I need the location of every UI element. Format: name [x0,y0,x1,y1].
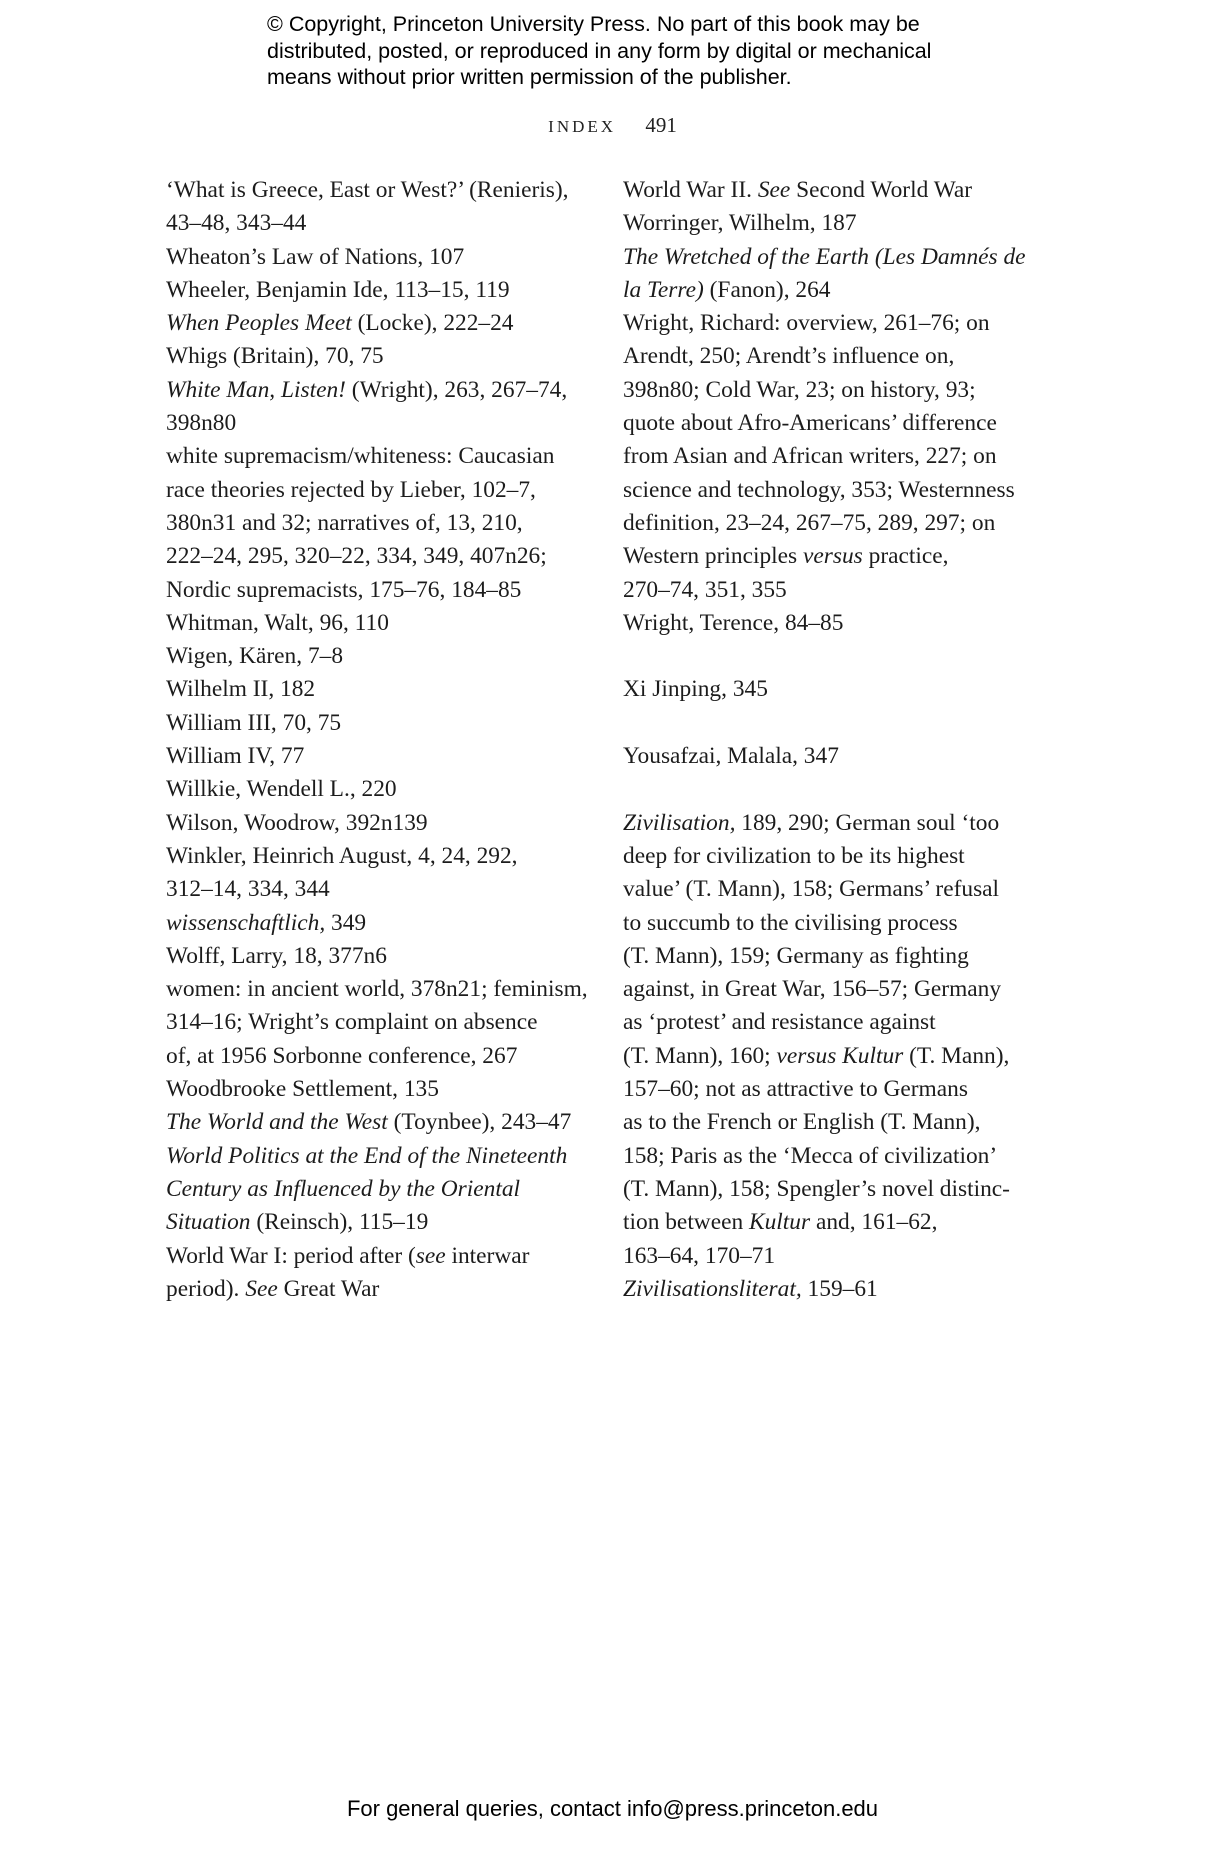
index-entry-line [623,1206,1043,1239]
index-entry [166,807,586,840]
entry-text: Wright, Terence, 84–85 [623,609,844,636]
entry-text: as to the French or English (T. Mann), [623,1109,981,1136]
index-entry-line [166,1206,586,1239]
index-entry-line [166,1273,586,1306]
entry-text: (Toynbee), 243–47 [387,1109,572,1136]
entry-text: William IV, 77 [166,743,305,770]
index-entry-line [623,607,1043,640]
index-entry-line [166,1173,586,1206]
entry-text: value’ (T. Mann), 158; Germans’ refusal [623,876,1000,903]
entry-text: Woodbrooke Settlement, 135 [166,1076,439,1103]
index-entry-line [623,940,1043,973]
index-entry-line [166,640,586,673]
index-entry-line [166,1073,586,1106]
index-entry-line [623,340,1043,373]
index-entry [166,707,586,740]
entry-text: (Locke), 222–24 [351,310,514,337]
entry-text: race theories rejected by Lieber, 102–7, [166,476,536,503]
entry-text: 398n80; Cold War, 23; on history, 93; [623,376,976,403]
entry-text: 158; Paris as the ‘Mecca of civilization’ [623,1142,998,1169]
index-entry-line [166,274,586,307]
entry-text: Winkler, Heinrich August, 4, 24, 292, [166,842,518,869]
italic-text: The Wretched of the Earth (Les Damnés de [623,243,1026,270]
entry-text: World War II. [623,177,758,203]
index-entry [623,307,1043,607]
entry-text: (T. Mann), 160; [623,1042,777,1069]
entry-text: from Asian and African writers, 227; on [623,443,997,470]
index-entry-line [623,407,1043,440]
index-entry-line [623,374,1043,407]
entry-text: 312–14, 334, 344 [166,876,330,903]
entry-text: science and technology, 353; Westernness [623,476,1015,503]
italic-text: See [245,1275,278,1302]
index-entry-line [166,1140,586,1173]
letter-group-gap [623,773,1043,806]
entry-text: 163–64, 170–71 [623,1242,776,1269]
italic-text: versus [803,543,863,570]
index-entry-line [623,1106,1043,1139]
index-entry [166,307,586,340]
italic-text: see [415,1242,446,1269]
index-entry-line [623,207,1043,240]
index-entry [166,274,586,307]
entry-text: 380n31 and 32; narratives of, 13, 210, [166,509,523,536]
index-entry-line [623,1140,1043,1173]
entry-text: Wilhelm II, 182 [166,676,316,703]
italic-text: versus Kultur [776,1042,904,1069]
letter-group-gap [623,640,1043,673]
italic-text: wissenschaftlich, [166,909,326,936]
index-entry [166,940,586,973]
italic-text: Zivilisationsliterat, [623,1275,802,1302]
index-entry-line [166,540,586,573]
entry-text: practice, [862,543,949,570]
italic-text: White Man, Listen! [166,376,346,403]
index-entry [166,740,586,773]
italic-text: Zivilisation, [623,809,736,836]
italic-text: World Politics at the End of the Nineteenth [166,1142,568,1169]
entry-text: (Reinsch), 115–19 [250,1209,429,1236]
copyright-line: means without prior written permission of the publisher. [267,65,792,89]
entry-text: 189, 290; German soul ‘too [735,809,1000,836]
index-entry-line [166,241,586,274]
entry-text: Wigen, Kären, 7–8 [166,643,344,670]
index-entry [623,740,1043,773]
entry-text: Wheeler, Benjamin Ide, 113–15, 119 [166,276,510,303]
index-entry [623,807,1043,1273]
index-entry [166,607,586,640]
entry-text: 270–74, 351, 355 [623,576,787,603]
index-entry-line [623,241,1043,274]
entry-text: (T. Mann), 159; Germany as fighting [623,942,969,969]
index-entry [166,241,586,274]
index-entry-line [166,873,586,906]
index-entry-line [166,907,586,940]
entry-text: 157–60; not as attractive to Germans [623,1076,968,1103]
index-entry-line [166,740,586,773]
copyright-line: distributed, posted, or reproduced in any form by digital or mechanical [267,38,932,63]
index-entry [166,1140,586,1240]
index-entry [166,340,586,373]
italic-text: la Terre) [623,276,704,303]
index-entry-line [623,673,1043,706]
index-entry [623,673,1043,706]
footer-contact: For general queries, contact info@press.princeton.edu [346,1796,879,1821]
italic-text: See [757,177,791,203]
page-number: 491 [645,113,677,137]
entry-text: deep for civilization to be its highest [623,842,965,869]
entry-text: Western principles [623,543,803,570]
entry-text: Wright, Richard: overview, 261–76; on [623,310,990,337]
entry-text: to succumb to the civilising process [623,909,958,936]
index-entry-line [166,474,586,507]
index-entry [166,1073,586,1106]
index-entry-line [166,607,586,640]
entry-text: Whitman, Walt, 96, 110 [166,609,389,636]
section-label: INDEX [548,117,617,136]
index-entry-line [623,1240,1043,1273]
index-entry-line [623,907,1043,940]
index-column-right [623,174,1043,1306]
entry-text: interwar [445,1242,530,1269]
index-entry [166,440,586,606]
index-entry-line [623,873,1043,906]
entry-text: (T. Mann), [903,1042,1010,1069]
entry-text: ‘What is Greece, East or West?’ (Renieris), [166,177,569,203]
index-entry-line [166,174,586,207]
running-head [0,113,1225,138]
index-entry-line [166,207,586,240]
entry-text: against, in Great War, 156–57; Germany [623,976,1002,1003]
entry-text: 349 [325,909,367,936]
entry-text: 314–16; Wright’s complaint on absence [166,1009,538,1036]
index-column-left [166,174,586,1306]
index-entry-line [166,374,586,407]
entry-text: (Wright), 263, 267–74, [345,376,568,403]
index-entry-line [623,1073,1043,1106]
index-entry [166,1240,586,1307]
entry-text: Wilson, Woodrow, 392n139 [166,809,428,836]
index-entry [166,973,586,1073]
italic-text: The World and the West [166,1109,388,1136]
entry-text: Whigs (Britain), 70, 75 [166,343,384,370]
index-entry [166,840,586,907]
index-entry-line [166,840,586,873]
entry-text: Wolff, Larry, 18, 377n6 [166,942,387,969]
index-entry-line [623,1040,1043,1073]
index-entry-line [166,1006,586,1039]
entry-text: women: in ancient world, 378n21; feminism, [166,976,588,1003]
index-entry-line [166,340,586,373]
index-entry-line [623,274,1043,307]
index-entry-line [166,1040,586,1073]
entry-text: World War I: period after ( [166,1242,416,1269]
entry-text: Willkie, Wendell L., 220 [166,776,397,803]
index-entry [623,1273,1043,1306]
entry-text: Great War [277,1275,380,1302]
index-entry-line [623,740,1043,773]
index-entry-line [623,540,1043,573]
entry-text: William III, 70, 75 [166,709,342,736]
index-entry [166,773,586,806]
index-entry-line [166,807,586,840]
index-entry [166,374,586,441]
entry-text: white supremacism/whiteness: Caucasian [166,443,555,470]
index-entry-line [623,1273,1043,1306]
index-entry [623,174,1043,207]
index-entry-line [623,973,1043,1006]
entry-text: Worringer, Wilhelm, 187 [623,210,857,237]
index-entry [166,1106,586,1139]
index-entry-line [166,940,586,973]
italic-text: Century as Influenced by the Oriental [166,1175,521,1202]
italic-text: Kultur [749,1209,811,1236]
entry-text: quote about Afro-Americans’ difference [623,410,997,437]
index-entry-line [623,440,1043,473]
entry-text: and, 161–62, [810,1209,938,1236]
entry-text: period). [166,1275,246,1302]
entry-text: Second World War [790,177,973,203]
index-entry-line [166,673,586,706]
index-entry-line [623,574,1043,607]
entry-text: Wheaton’s Law of Nations, 107 [166,243,465,270]
entry-text: (T. Mann), 158; Spengler’s novel distinc- [623,1175,1010,1202]
copyright-notice [267,11,1027,91]
entry-text: as ‘protest’ and resistance against [623,1009,936,1036]
index-entry [623,607,1043,640]
index-entry-line [623,507,1043,540]
entry-text: Yousafzai, Malala, 347 [623,743,839,770]
entry-text: tion between [623,1209,750,1236]
copyright-line: © Copyright, Princeton University Press. No part of this book may be [267,12,920,36]
index-entry-line [166,1240,586,1273]
entry-text: 398n80 [166,410,237,437]
index-entry-line [166,507,586,540]
index-entry-line [166,707,586,740]
entry-text: 43–48, 343–44 [166,210,307,237]
entry-text: (Fanon), 264 [703,276,831,303]
index-entry-line [623,1006,1043,1039]
italic-text: When Peoples Meet [166,310,352,337]
letter-group-gap [623,707,1043,740]
index-entry-line [623,807,1043,840]
index-entry-line [166,1106,586,1139]
index-entry-line [623,307,1043,340]
index-entry-line [166,407,586,440]
italic-text: Situation [166,1209,251,1236]
entry-text: Nordic supremacists, 175–76, 184–85 [166,576,522,603]
entry-text: Arendt, 250; Arendt’s influence on, [623,343,955,370]
index-entry [166,640,586,673]
entry-text: of, at 1956 Sorbonne conference, 267 [166,1042,518,1069]
index-entry [166,174,586,241]
index-entry [623,241,1043,308]
index-entry [166,673,586,706]
index-entry [623,207,1043,240]
index-entry [166,907,586,940]
index-entry-line [623,174,1043,207]
entry-text: Xi Jinping, 345 [623,676,768,703]
index-entry-line [166,973,588,1006]
entry-text: 222–24, 295, 320–22, 334, 349, 407n26; [166,543,547,570]
entry-text: 159–61 [801,1275,878,1302]
index-entry-line [623,840,1043,873]
index-entry-line [623,474,1043,507]
index-entry-line [166,574,586,607]
index-entry-line [166,773,586,806]
entry-text: definition, 23–24, 267–75, 289, 297; on [623,509,996,536]
index-entry-line [166,440,586,473]
index-entry-line [623,1173,1043,1206]
index-entry-line [166,307,586,340]
